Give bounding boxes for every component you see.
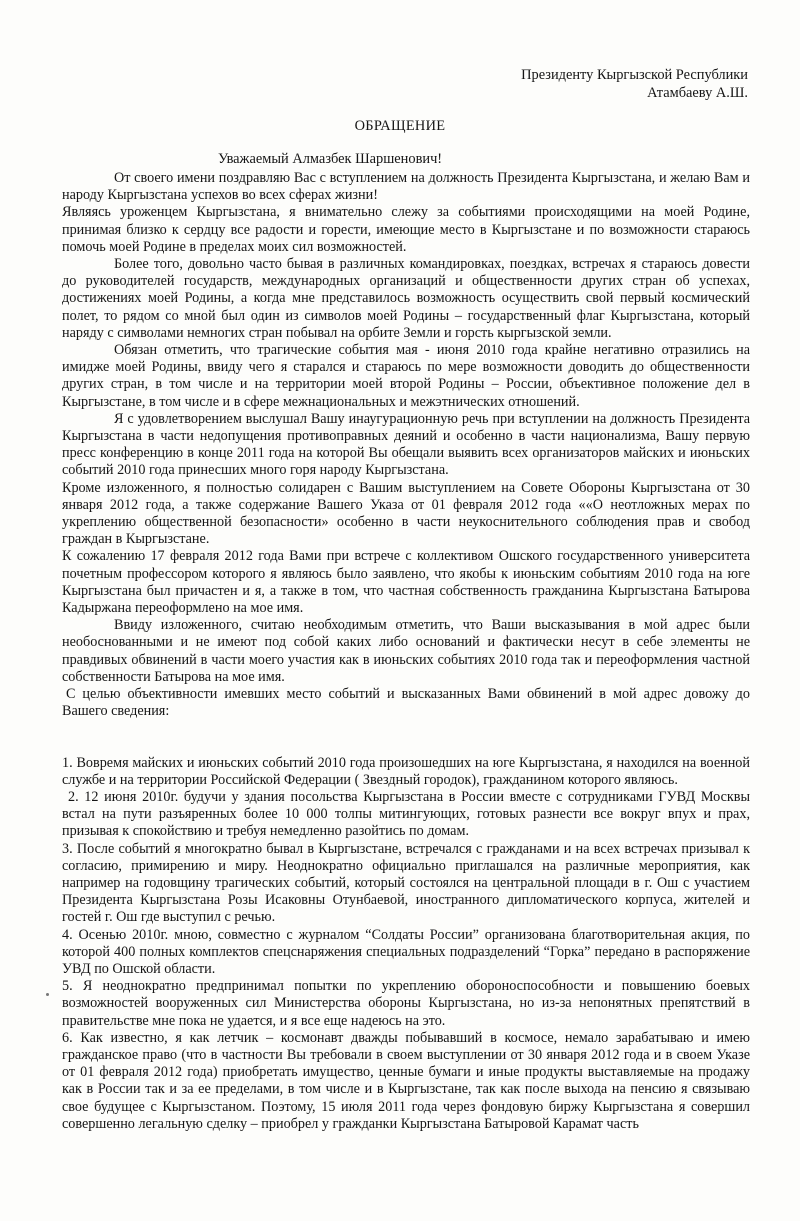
document-title: ОБРАЩЕНИЕ (354, 118, 446, 134)
list-item: 2. 12 июня 2010г. будучи у здания посольства Кыргызстана в России вместе с сотрудниками ГУВД Москвы встал на пути разъяренных более 10 000 толпы митингующих, готовых разнести все вокруг впух и прах, призывая к спокойствию и требуя немедленно разойтись по домам. (62, 788, 750, 840)
paragraph: От своего имени поздравляю Вас с вступлением на должность Президента Кыргызстана, и желаю Вам и народу Кыргызстана успехов во всех сферах жизни! (62, 170, 750, 204)
addressee-title: Президенту Кыргызской Республики (521, 67, 748, 83)
paragraph: С целью объективности имевших место событий и высказанных Вами обвинений в мой адрес довожу до Вашего сведения: (62, 686, 750, 720)
paragraph: Являясь уроженцем Кыргызстана, я внимательно слежу за событиями происходящими на моей Родине, принимая близко к сердцу все радости и горести, имеющие место в Кыргызстане и по возможности стараюсь помочь моей Родине в пределах моих сил возможностей. (62, 204, 750, 255)
paragraph: Ввиду изложенного, считаю необходимым отметить, что Ваши высказывания в мой адрес были необоснованными и не имеют под собой каких либо оснований и фактически несут в себе элементы не правдивых обвинений в части моего участия как в июньских событиях 2010 года так и переоформления частной собственности Батырова на мое имя. (62, 617, 750, 685)
paragraph: К сожалению 17 февраля 2012 года Вами при встрече с коллективом Ошского государственного университета почетным профессором которого я являюсь было заявлено, что якобы к июньским событиям 2010 года на юге Кыргызстана был причастен и я, а также в том, что частная собственность гражданина Кыргызстана Батырова Кадыржана переоформлено на мое имя. (62, 548, 750, 617)
list-item: 1. Вовремя майских и июньских событий 2010 года произошедших на юге Кыргызстана, я находился на военной службе и на территории Российской Федерации ( Звездный городок), гражданином которого являюсь. (62, 754, 750, 788)
list-item: 4. Осенью 2010г. мною, совместно с журналом “Солдаты России” организована благотворительная акция, по которой 400 полных комплектов спецснаряжения специальных подразделений “Горка” передано в распоряжение УВД по Ошской области. (62, 926, 750, 977)
paragraph: Кроме изложенного, я полностью солидарен с Вашим выступлением на Совете Обороны Кыргызстана от 30 января 2012 года, а также содержание Вашего Указа от 01 февраля 2012 года ««О неотложных мерах по укреплению общественной безопасности» особенно в части неукоснительного соблюдения прав и свобод граждан в Кыргызстане. (62, 479, 750, 548)
paragraph: Я с удовлетворением выслушал Вашу инаугурационную речь при вступлении на должность Президента Кыргызстана в части недопущения противоправных деяний и особенно в части национализма, Вашу первую пресс конференцию в конце 2011 года на которой Вы обещали выявить всех организаторов майских и июньских событий 2010 года принесших много горя народу Кыргызстана. (62, 410, 750, 479)
list-item: 5. Я неоднократно предпринимал попытки по укреплению обороноспособности и повышению боевых возможностей вооруженных сил Министерства обороны Кыргызстана, но из-за непонятных препятствий в правительстве мне пока не удается, и я все еще надеюсь на это. (62, 978, 750, 1029)
addressee-block (521, 66, 748, 102)
list-item: 6. Как известно, я как летчик – космонавт дважды побывавший в космосе, немало зарабатываю и имею гражданское право (что в частности Вы требовали в своем выступлении от 30 января 2012 года и в своем Указе от 01 февраля 2012 года) приобретать имущество, ценные бумаги и иные продукты выставляемые на продажу как в России так и за ее пределами, в том числе и в Кыргызстане, так как после выхода на пенсию я связываю свое будущее с Кыргызстаном. Поэтому, 15 июля 2011 года через фондовую биржу Кыргызстана я совершил совершенно легальную сделку – приобрел у гражданки Кыргызстана Батыровой Карамат часть (62, 1029, 750, 1132)
addressee-name: Атамбаеву А.Ш. (647, 85, 748, 101)
paragraph: Обязан отметить, что трагические события мая - июня 2010 года крайне негативно отразились на имидже моей Родины, ввиду чего я старался и стараюсь по мере возможности доводить до общественности других стран, в том числе и на территории моей второй Родины – России, объективное положение дел в Кыргызстане, в том числе и в сфере межнациональных и межэтнических отношений. (62, 342, 750, 410)
letter-body (62, 170, 750, 1133)
paragraph: Более того, довольно часто бывая в различных командировках, поездках, встречах я стараюсь довести до руководителей государств, международных организаций и общественности других стран об успехах, достижениях моей Родины, а когда мне представилось возможность осуществить свой первый космический полет, то рядом со мной был один из символов моей Родины – государственный флаг Кыргызстана, который наряду с символами немногих стран побывал на орбите Земли и горсть кыргызской земли. (62, 256, 750, 341)
scan-speck (46, 993, 49, 996)
salutation: Уважаемый Алмазбек Шаршенович! (218, 151, 443, 167)
blank-space (62, 721, 750, 755)
list-item: 3. После событий я многократно бывал в Кыргызстане, встречался с гражданами и на всех встречах призывал к согласию, примирению и миру. Неоднократно официально приглашался на различные мероприятия, как например на годовщину трагических событий, который состоялся на центральной площади в г. Ош с участием Президента Кыргызстана Розы Исаковны Отунбаевой, иностранного дипломатического корпуса, жителей и гостей г. Ош где выступил с речью. (62, 840, 750, 926)
